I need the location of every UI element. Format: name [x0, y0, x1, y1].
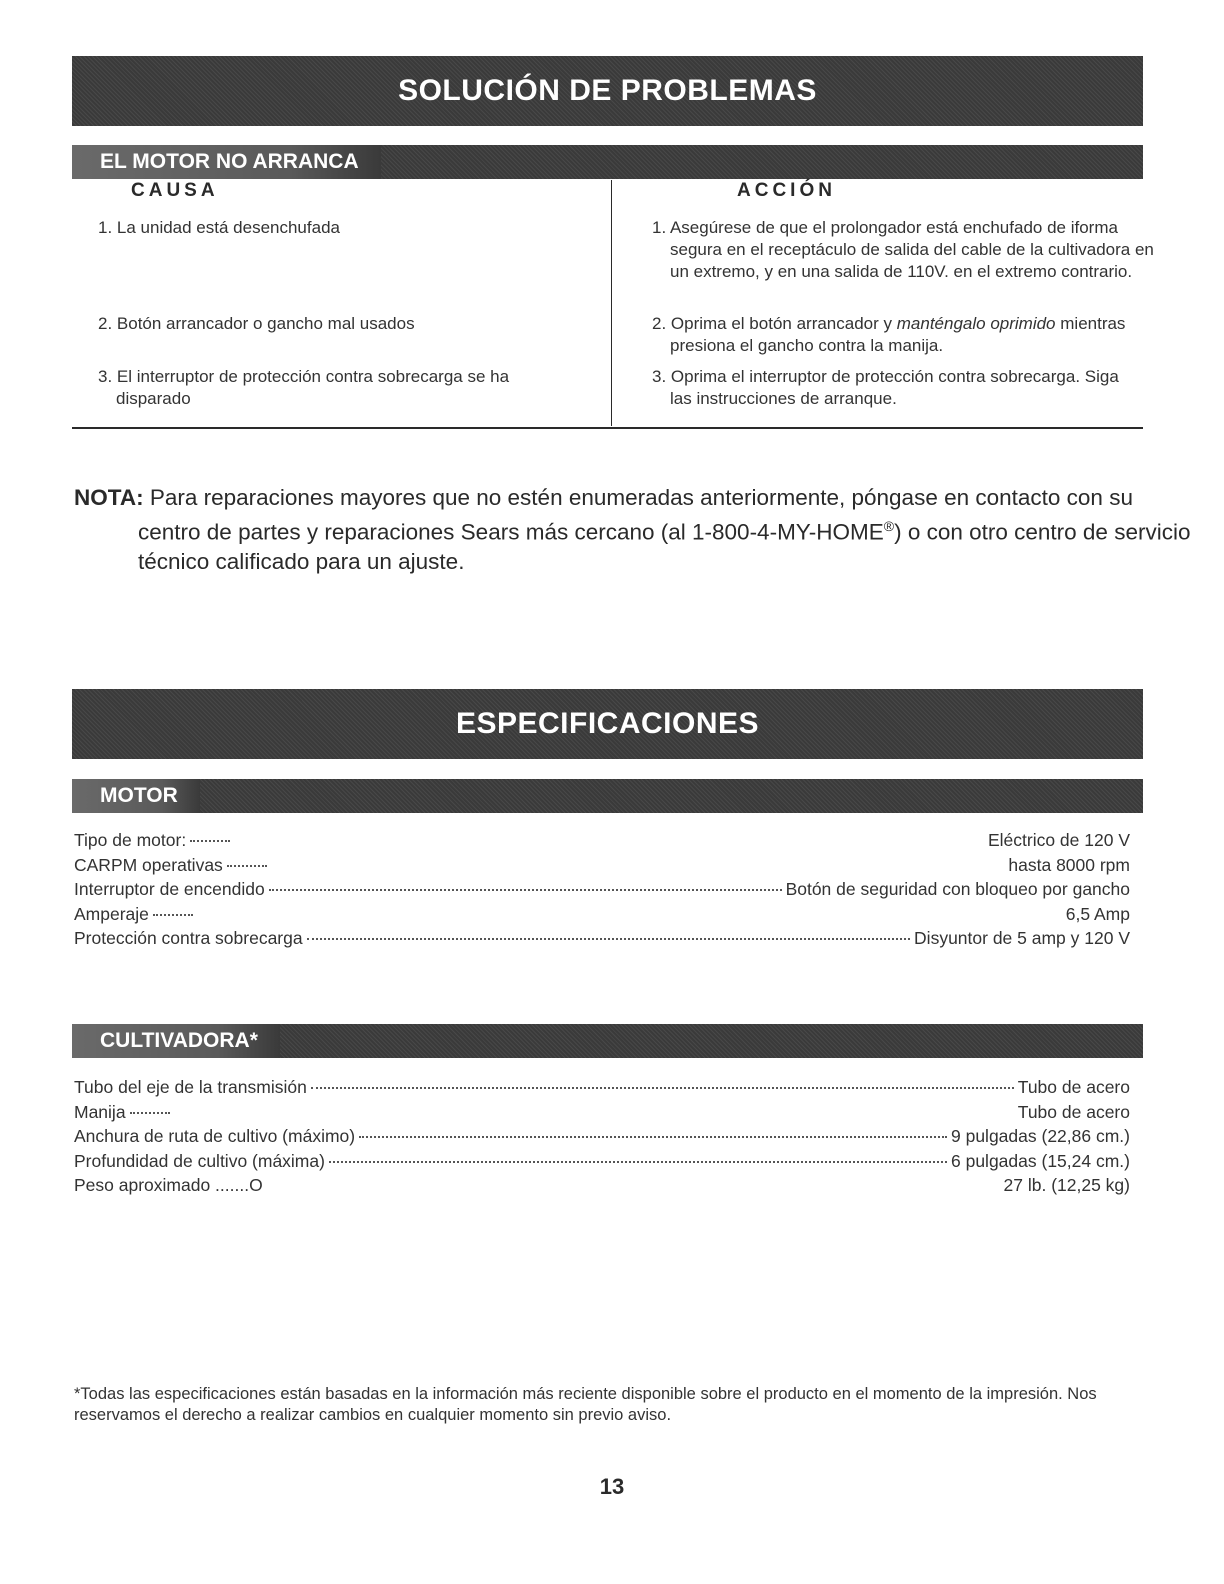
specifications-title: ESPECIFICACIONES: [72, 689, 1143, 759]
spec-row: [74, 1173, 1130, 1198]
spec-value: Disyuntor de 5 amp y 120 V: [914, 928, 1130, 948]
motor-spec-list: [74, 828, 1130, 951]
tiller-section-header: [72, 1024, 1143, 1058]
action-header: ACCIÓN: [737, 180, 836, 201]
action-item-2-emphasis: manténgalo oprimido: [896, 314, 1056, 333]
spec-row: [74, 1124, 1130, 1149]
spec-label: Manija: [74, 1101, 126, 1122]
spec-value: 6,5 Amp: [1065, 903, 1130, 924]
spec-value: Tubo de acero: [1017, 1077, 1130, 1097]
spec-row: [74, 1100, 1130, 1125]
dot-leader: [130, 1112, 170, 1114]
spec-row: [74, 902, 1130, 927]
cause-item-2: 2. Botón arrancador o gancho mal usados: [98, 314, 415, 333]
spec-row: [74, 877, 1130, 902]
section-label: EL MOTOR NO ARRANCA: [72, 145, 381, 179]
action-item-2: [646, 313, 1164, 357]
section-label: MOTOR: [72, 779, 200, 813]
registered-mark: ®: [883, 518, 895, 534]
repair-note: [74, 483, 1198, 576]
cause-header: CAUSA: [131, 180, 219, 201]
dot-leader: [329, 1161, 947, 1163]
note-text-after: ) o con otro centro de servicio técnico calificado para un ajuste.: [138, 519, 1191, 574]
section-label: CULTIVADORA*: [72, 1024, 280, 1058]
spec-value: hasta 8000 rpm: [1008, 854, 1130, 875]
dot-leader: [311, 1087, 1014, 1089]
motor-wont-start-header: [72, 145, 1143, 179]
action-item-2-rest: mientras presiona el gancho contra la manija.: [670, 314, 1126, 355]
spec-value: Tubo de acero: [1017, 1101, 1130, 1122]
dot-leader: [227, 865, 267, 867]
spec-label: Tipo de motor:: [74, 830, 187, 850]
action-item-2-text: 2. Oprima el botón arrancador y: [652, 314, 893, 333]
spec-label: CARPM operativas: [74, 854, 223, 875]
spec-label: Protección contra sobrecarga: [74, 928, 303, 948]
dot-leader: [269, 889, 782, 891]
spec-row: [74, 1075, 1130, 1100]
note-label: NOTA:: [74, 485, 144, 510]
cause-item-3: 3. El interruptor de protección contra sobrecarga se ha disparado: [98, 367, 510, 408]
dot-leader: [359, 1136, 947, 1138]
action-item-1: 1. Asegúrese de que el prolongador está enchufado de iforma segura en el receptáculo de salida del cable de la cultivadora en un extremo, y en una salida de 110V. en el extremo contrario.: [652, 218, 1154, 281]
dot-leader: [153, 914, 193, 916]
spec-row: [74, 1149, 1130, 1174]
spec-label: Tubo del eje de la transmisión: [74, 1077, 307, 1097]
spec-value: 9 pulgadas (22,86 cm.): [951, 1126, 1130, 1146]
spec-value: 27 lb. (12,25 kg): [1003, 1175, 1130, 1195]
column-divider: [611, 180, 612, 426]
action-item-3: 3. Oprima el interruptor de protección contra sobrecarga. Siga las instrucciones de arranque.: [652, 367, 1119, 408]
spec-label: Anchura de ruta de cultivo (máximo): [74, 1126, 356, 1146]
spec-row: [74, 828, 1130, 853]
spec-row: [74, 853, 1130, 878]
spec-label: Peso aproximado .......O: [74, 1175, 263, 1195]
spec-label: Profundidad de cultivo (máxima): [74, 1150, 325, 1171]
dot-leader: [190, 840, 230, 842]
motor-section-header: [72, 779, 1143, 813]
cause-item-1: 1. La unidad está desenchufada: [98, 218, 340, 237]
spec-value: Eléctrico de 120 V: [987, 830, 1130, 850]
spec-row: [74, 926, 1130, 951]
note-text-before: Para reparaciones mayores que no estén enumeradas anteriormente, póngase en contacto con su centro de partes y reparaciones Sears más cercano (al 1-800-4-MY-HOME: [138, 485, 1133, 545]
footnote: *Todas las especificaciones están basadas en la información más reciente disponible sobre el producto en el momento de la impresión. Nos reservamos el derecho a realizar cambios en cualquier momento sin previo aviso.: [74, 1385, 1097, 1424]
page-number: 13: [599, 1474, 625, 1499]
spec-label: Amperaje: [74, 903, 149, 924]
table-bottom-rule: [72, 427, 1143, 429]
tiller-spec-list: [74, 1075, 1130, 1198]
dot-leader: [307, 938, 910, 940]
spec-value: Botón de seguridad con bloqueo por gancho: [785, 879, 1130, 899]
spec-value: 6 pulgadas (15,24 cm.): [951, 1150, 1130, 1171]
spec-label: Interruptor de encendido: [74, 879, 265, 899]
troubleshooting-title: SOLUCIÓN DE PROBLEMAS: [72, 56, 1143, 126]
